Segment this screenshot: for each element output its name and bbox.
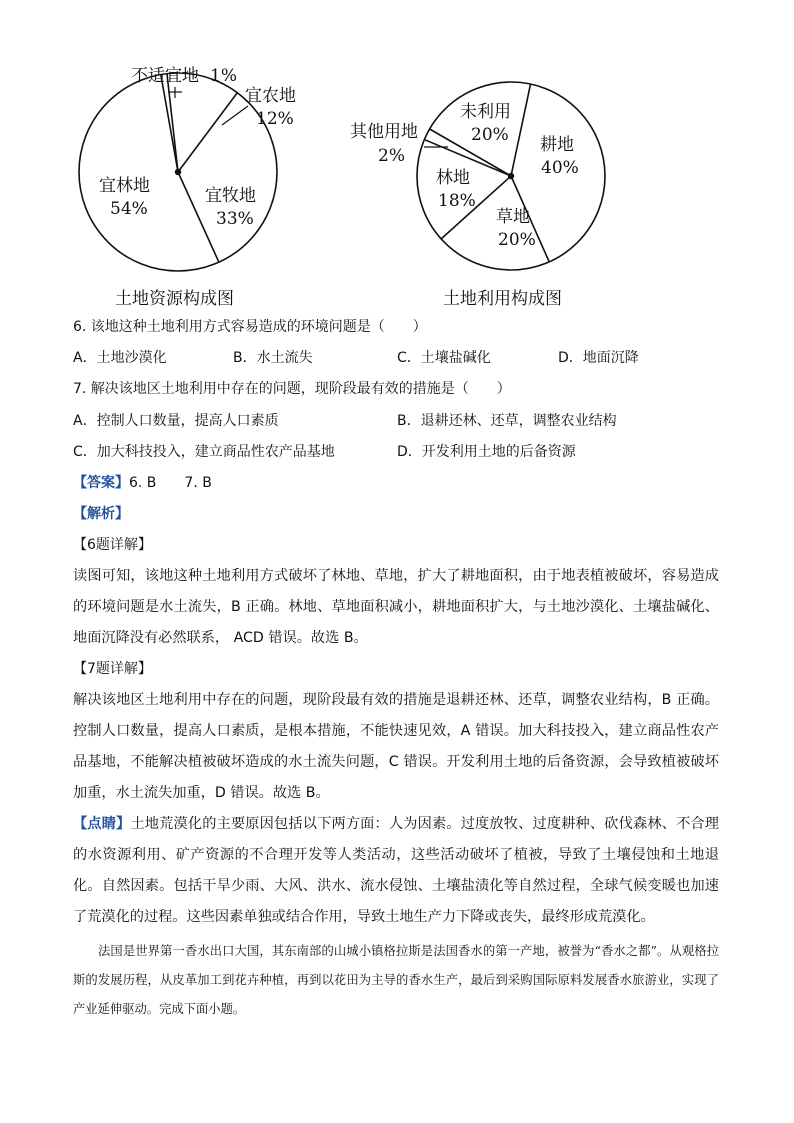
pie2-label-unused: 未利用 — [460, 102, 511, 122]
answer-line — [73, 473, 212, 493]
pie1-label-forest: 宜林地 — [99, 176, 150, 196]
note-text: 土地荒漠化的主要原因包括以下两方面：人为因素。过度放牧、过度耕种、砍伐森林、不合理的水资源利用、矿产资源的不合理开发等人类活动，这些活动破坏了植被，导致了土壤侵蚀和土地退化。自然因素。包括干旱少雨、大风、洪水、流水侵蚀、土壤盐渍化等自然过程，全球气候变暖也加速了荒漠化的过程。这些因素单独或结合作用，导致土地生产力下降或丧失，最终形成荒漠化。 — [73, 816, 719, 925]
pie1-center-dot — [175, 169, 181, 175]
pie-charts-figure — [0, 0, 794, 315]
pie1-label-farm: 宜农地 — [245, 86, 296, 106]
pie2-caption: 土地利用构成图 — [443, 289, 562, 309]
pie2-value-farmland: 40% — [541, 158, 579, 178]
pie2-label-woodland: 林地 — [436, 168, 470, 188]
pie1-value-forest: 54% — [110, 199, 148, 219]
pie1-label-pasture: 宜牧地 — [205, 186, 256, 206]
pie2-label-grass: 草地 — [496, 207, 530, 227]
detail6-heading: 【6题详解】 — [73, 537, 152, 553]
q6-option-d: D．地面沉降 — [558, 350, 639, 366]
pie2-value-other: 2% — [378, 146, 405, 166]
detail6-text: 读图可知，该地这种土地利用方式破坏了林地、草地，扩大了耕地面积，由于地表植被破坏，容易造成的环境问题是水土流失，B 正确。林地、草地面积减小，耕地面积扩大，与土地沙漠化、土壤盐碱化、地面沉降没有必然联系， ACD 错误。故选 B。 — [73, 568, 719, 646]
pie2-value-unused: 20% — [471, 125, 509, 145]
pie2-center-dot — [508, 173, 514, 179]
q6-option-a: A．土地沙漠化 — [73, 350, 167, 366]
note-tag: 【点睛】 — [73, 816, 131, 832]
q6-option-b: B．水土流失 — [233, 350, 313, 366]
pie1-value-farm: 12% — [256, 109, 294, 129]
pie1-value-pasture: 33% — [216, 209, 254, 229]
q7-option-a: A．控制人口数量，提高人口素质 — [73, 413, 279, 429]
q7-option-d: D．开发利用土地的后备资源 — [397, 444, 576, 460]
perfume-passage: 法国是世界第一香水出口大国，其东南部的山城小镇格拉斯是法国香水的第一产地，被誉为“香水之都”。从观格拉斯的发展历程，从皮革加工到花卉种植，再到以花田为主导的香水生产，最后到采购国际原料发展香水旅游业，实现了产业延伸驱动。完成下面小题。 — [73, 944, 719, 1016]
analysis-heading — [73, 504, 129, 524]
pie2-label-farmland: 耕地 — [540, 135, 574, 155]
detail7-text: 解决该地区土地利用中存在的问题，现阶段最有效的措施是退耕还林、还草，调整农业结构，B 正确。控制人口数量，提高人口素质，是根本措施，不能快速见效，A 错误。加大科技投入，建立商品性农产品基地，不能解决植被破坏造成的水土流失问题，C 错误。开发利用土地的后备资源，会导致植被破坏加重，水土流失加重，D 错误。故选 B。 — [73, 692, 719, 801]
q7-option-c: C．加大科技投入，建立商品性农产品基地 — [73, 444, 335, 460]
answer-tag: 【答案】 — [73, 475, 129, 491]
q7-stem: 7. 解决该地区土地利用中存在的问题，现阶段最有效的措施是（ ） — [73, 381, 511, 397]
pie-charts-svg — [0, 0, 794, 315]
analysis-tag: 【解析】 — [73, 506, 129, 522]
pie2-value-woodland: 18% — [438, 191, 476, 211]
detail7-heading: 【7题详解】 — [73, 661, 152, 677]
answer-text: 6. B 7. B — [129, 475, 212, 491]
q7-option-b: B．退耕还林、还草，调整农业结构 — [397, 413, 617, 429]
pie2-value-grass: 20% — [498, 230, 536, 250]
pie2-label-other: 其他用地 — [350, 122, 418, 142]
pie1-label-unsuitable: 不适宜地 — [131, 66, 199, 86]
q6-stem: 6. 该地这种土地利用方式容易造成的环境问题是（ ） — [73, 319, 427, 335]
q6-option-c: C．土壤盐碱化 — [397, 350, 491, 366]
pie1-value-unsuitable: 1% — [210, 66, 237, 86]
note-paragraph — [73, 809, 719, 933]
pie1-caption: 土地资源构成图 — [115, 289, 234, 309]
